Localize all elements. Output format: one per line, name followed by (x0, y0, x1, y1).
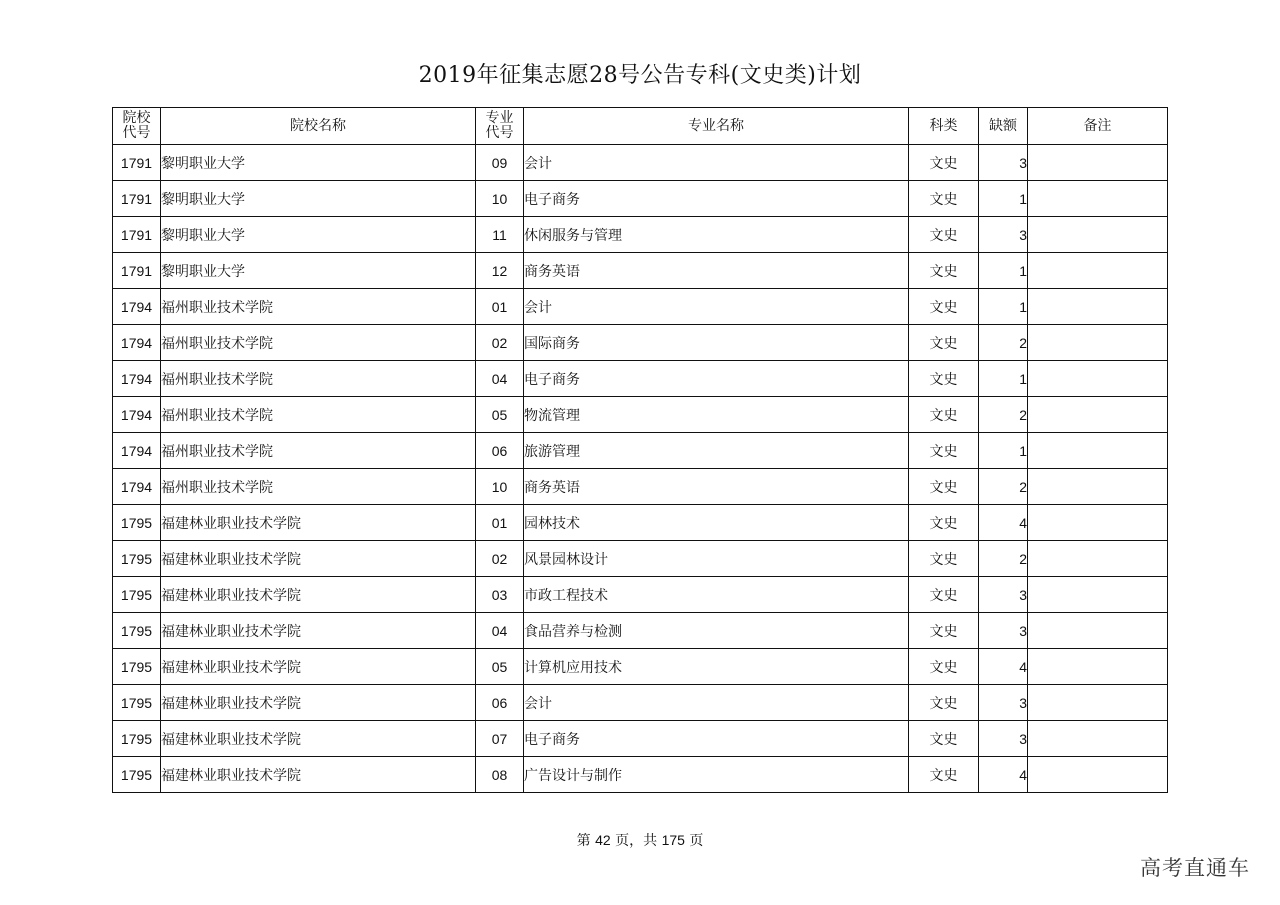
cell-remark (1028, 757, 1168, 793)
header-school-name: 院校名称 (161, 108, 476, 145)
cell-major-code: 04 (476, 361, 524, 397)
table-row (113, 253, 1168, 289)
cell-vacancy: 1 (979, 181, 1028, 217)
cell-remark (1028, 685, 1168, 721)
cell-remark (1028, 181, 1168, 217)
cell-vacancy: 2 (979, 469, 1028, 505)
table-row (113, 469, 1168, 505)
cell-category: 文史 (909, 217, 979, 253)
cell-remark (1028, 577, 1168, 613)
cell-major-code: 08 (476, 757, 524, 793)
cell-category: 文史 (909, 577, 979, 613)
cell-major-code: 04 (476, 613, 524, 649)
cell-school-code: 1795 (113, 541, 161, 577)
cell-vacancy: 1 (979, 253, 1028, 289)
cell-school-name: 黎明职业大学 (161, 145, 476, 181)
cell-category: 文史 (909, 685, 979, 721)
cell-major-name: 休闲服务与管理 (524, 217, 909, 253)
table-row (113, 613, 1168, 649)
cell-school-code: 1795 (113, 721, 161, 757)
cell-school-name: 福州职业技术学院 (161, 289, 476, 325)
cell-category: 文史 (909, 613, 979, 649)
cell-remark (1028, 433, 1168, 469)
cell-vacancy: 4 (979, 505, 1028, 541)
cell-major-name: 国际商务 (524, 325, 909, 361)
footer-suffix: 页 (689, 833, 704, 849)
cell-category: 文史 (909, 433, 979, 469)
cell-school-code: 1795 (113, 685, 161, 721)
cell-category: 文史 (909, 757, 979, 793)
cell-school-name: 黎明职业大学 (161, 181, 476, 217)
cell-school-code: 1795 (113, 757, 161, 793)
cell-school-code: 1791 (113, 253, 161, 289)
cell-school-name: 福建林业职业技术学院 (161, 649, 476, 685)
cell-school-code: 1795 (113, 505, 161, 541)
cell-school-name: 福州职业技术学院 (161, 469, 476, 505)
cell-major-code: 01 (476, 505, 524, 541)
cell-school-name: 黎明职业大学 (161, 253, 476, 289)
cell-vacancy: 1 (979, 361, 1028, 397)
cell-school-name: 福州职业技术学院 (161, 397, 476, 433)
table-row (113, 505, 1168, 541)
cell-school-code: 1791 (113, 145, 161, 181)
cell-school-code: 1794 (113, 433, 161, 469)
cell-major-code: 03 (476, 577, 524, 613)
cell-vacancy: 3 (979, 721, 1028, 757)
cell-category: 文史 (909, 469, 979, 505)
cell-major-name: 商务英语 (524, 253, 909, 289)
cell-vacancy: 1 (979, 289, 1028, 325)
header-major-name: 专业名称 (524, 108, 909, 145)
cell-vacancy: 4 (979, 649, 1028, 685)
table-row (113, 325, 1168, 361)
page-title: 2019年征集志愿28号公告专科(文史类)计划 (418, 63, 862, 88)
header-major-code: 专业 代号 (476, 108, 524, 145)
header-school-code: 院校 代号 (113, 108, 161, 145)
cell-vacancy: 3 (979, 145, 1028, 181)
cell-category: 文史 (909, 541, 979, 577)
cell-school-name: 福州职业技术学院 (161, 325, 476, 361)
table-row (113, 649, 1168, 685)
cell-vacancy: 1 (979, 433, 1028, 469)
cell-school-name: 福建林业职业技术学院 (161, 541, 476, 577)
cell-category: 文史 (909, 325, 979, 361)
footer-page-number: 42 (595, 832, 611, 848)
cell-remark (1028, 469, 1168, 505)
cell-vacancy: 2 (979, 397, 1028, 433)
cell-remark (1028, 145, 1168, 181)
cell-category: 文史 (909, 289, 979, 325)
cell-major-code: 05 (476, 397, 524, 433)
cell-vacancy: 2 (979, 325, 1028, 361)
cell-school-name: 福建林业职业技术学院 (161, 685, 476, 721)
table-row (113, 541, 1168, 577)
cell-major-code: 05 (476, 649, 524, 685)
cell-school-name: 福建林业职业技术学院 (161, 505, 476, 541)
cell-major-code: 09 (476, 145, 524, 181)
cell-major-code: 10 (476, 469, 524, 505)
cell-school-code: 1791 (113, 217, 161, 253)
cell-school-code: 1795 (113, 613, 161, 649)
cell-school-code: 1791 (113, 181, 161, 217)
cell-major-code: 11 (476, 217, 524, 253)
cell-vacancy: 3 (979, 577, 1028, 613)
table-row (113, 145, 1168, 181)
cell-major-name: 计算机应用技术 (524, 649, 909, 685)
cell-remark (1028, 253, 1168, 289)
table-row (113, 721, 1168, 757)
cell-category: 文史 (909, 181, 979, 217)
cell-major-code: 06 (476, 685, 524, 721)
cell-major-name: 电子商务 (524, 721, 909, 757)
header-vacancy: 缺额 (979, 108, 1028, 145)
cell-category: 文史 (909, 649, 979, 685)
cell-major-name: 电子商务 (524, 361, 909, 397)
footer-total-pages: 175 (661, 832, 685, 848)
plan-table (112, 107, 1168, 793)
page-footer (0, 830, 1280, 850)
cell-school-name: 福建林业职业技术学院 (161, 613, 476, 649)
cell-school-name: 福建林业职业技术学院 (161, 757, 476, 793)
cell-school-code: 1794 (113, 325, 161, 361)
cell-vacancy: 3 (979, 613, 1028, 649)
cell-school-code: 1794 (113, 469, 161, 505)
cell-major-code: 02 (476, 325, 524, 361)
table-row (113, 577, 1168, 613)
cell-remark (1028, 361, 1168, 397)
table-row (113, 361, 1168, 397)
cell-remark (1028, 505, 1168, 541)
cell-major-name: 电子商务 (524, 181, 909, 217)
cell-major-code: 01 (476, 289, 524, 325)
cell-major-code: 06 (476, 433, 524, 469)
cell-category: 文史 (909, 145, 979, 181)
footer-prefix: 第 (576, 833, 591, 849)
cell-school-code: 1794 (113, 361, 161, 397)
cell-remark (1028, 325, 1168, 361)
cell-major-name: 风景园林设计 (524, 541, 909, 577)
cell-school-name: 福州职业技术学院 (161, 433, 476, 469)
table-header-row (113, 108, 1168, 145)
cell-major-name: 旅游管理 (524, 433, 909, 469)
cell-major-name: 商务英语 (524, 469, 909, 505)
cell-major-name: 广告设计与制作 (524, 757, 909, 793)
table-row (113, 397, 1168, 433)
cell-school-code: 1795 (113, 649, 161, 685)
cell-remark (1028, 289, 1168, 325)
cell-major-code: 10 (476, 181, 524, 217)
cell-vacancy: 2 (979, 541, 1028, 577)
cell-remark (1028, 649, 1168, 685)
cell-category: 文史 (909, 721, 979, 757)
cell-school-code: 1794 (113, 289, 161, 325)
cell-major-name: 会计 (524, 685, 909, 721)
cell-major-code: 02 (476, 541, 524, 577)
cell-major-name: 物流管理 (524, 397, 909, 433)
cell-remark (1028, 613, 1168, 649)
watermark: 高考直通车 (1140, 856, 1250, 880)
cell-major-code: 07 (476, 721, 524, 757)
cell-major-name: 食品营养与检测 (524, 613, 909, 649)
cell-vacancy: 3 (979, 217, 1028, 253)
cell-category: 文史 (909, 505, 979, 541)
cell-remark (1028, 541, 1168, 577)
cell-major-name: 会计 (524, 289, 909, 325)
cell-school-name: 福建林业职业技术学院 (161, 721, 476, 757)
cell-remark (1028, 721, 1168, 757)
cell-school-code: 1794 (113, 397, 161, 433)
cell-major-name: 市政工程技术 (524, 577, 909, 613)
table-row (113, 181, 1168, 217)
cell-school-name: 黎明职业大学 (161, 217, 476, 253)
cell-school-name: 福州职业技术学院 (161, 361, 476, 397)
cell-school-code: 1795 (113, 577, 161, 613)
footer-middle: 页，共 (615, 833, 658, 849)
cell-school-name: 福建林业职业技术学院 (161, 577, 476, 613)
cell-category: 文史 (909, 361, 979, 397)
table-row (113, 433, 1168, 469)
header-category: 科类 (909, 108, 979, 145)
cell-major-name: 园林技术 (524, 505, 909, 541)
cell-vacancy: 3 (979, 685, 1028, 721)
cell-major-code: 12 (476, 253, 524, 289)
cell-category: 文史 (909, 397, 979, 433)
header-remark: 备注 (1028, 108, 1168, 145)
cell-remark (1028, 397, 1168, 433)
table-row (113, 289, 1168, 325)
cell-vacancy: 4 (979, 757, 1028, 793)
cell-category: 文史 (909, 253, 979, 289)
table-row (113, 217, 1168, 253)
cell-remark (1028, 217, 1168, 253)
cell-major-name: 会计 (524, 145, 909, 181)
table-row (113, 757, 1168, 793)
table-row (113, 685, 1168, 721)
